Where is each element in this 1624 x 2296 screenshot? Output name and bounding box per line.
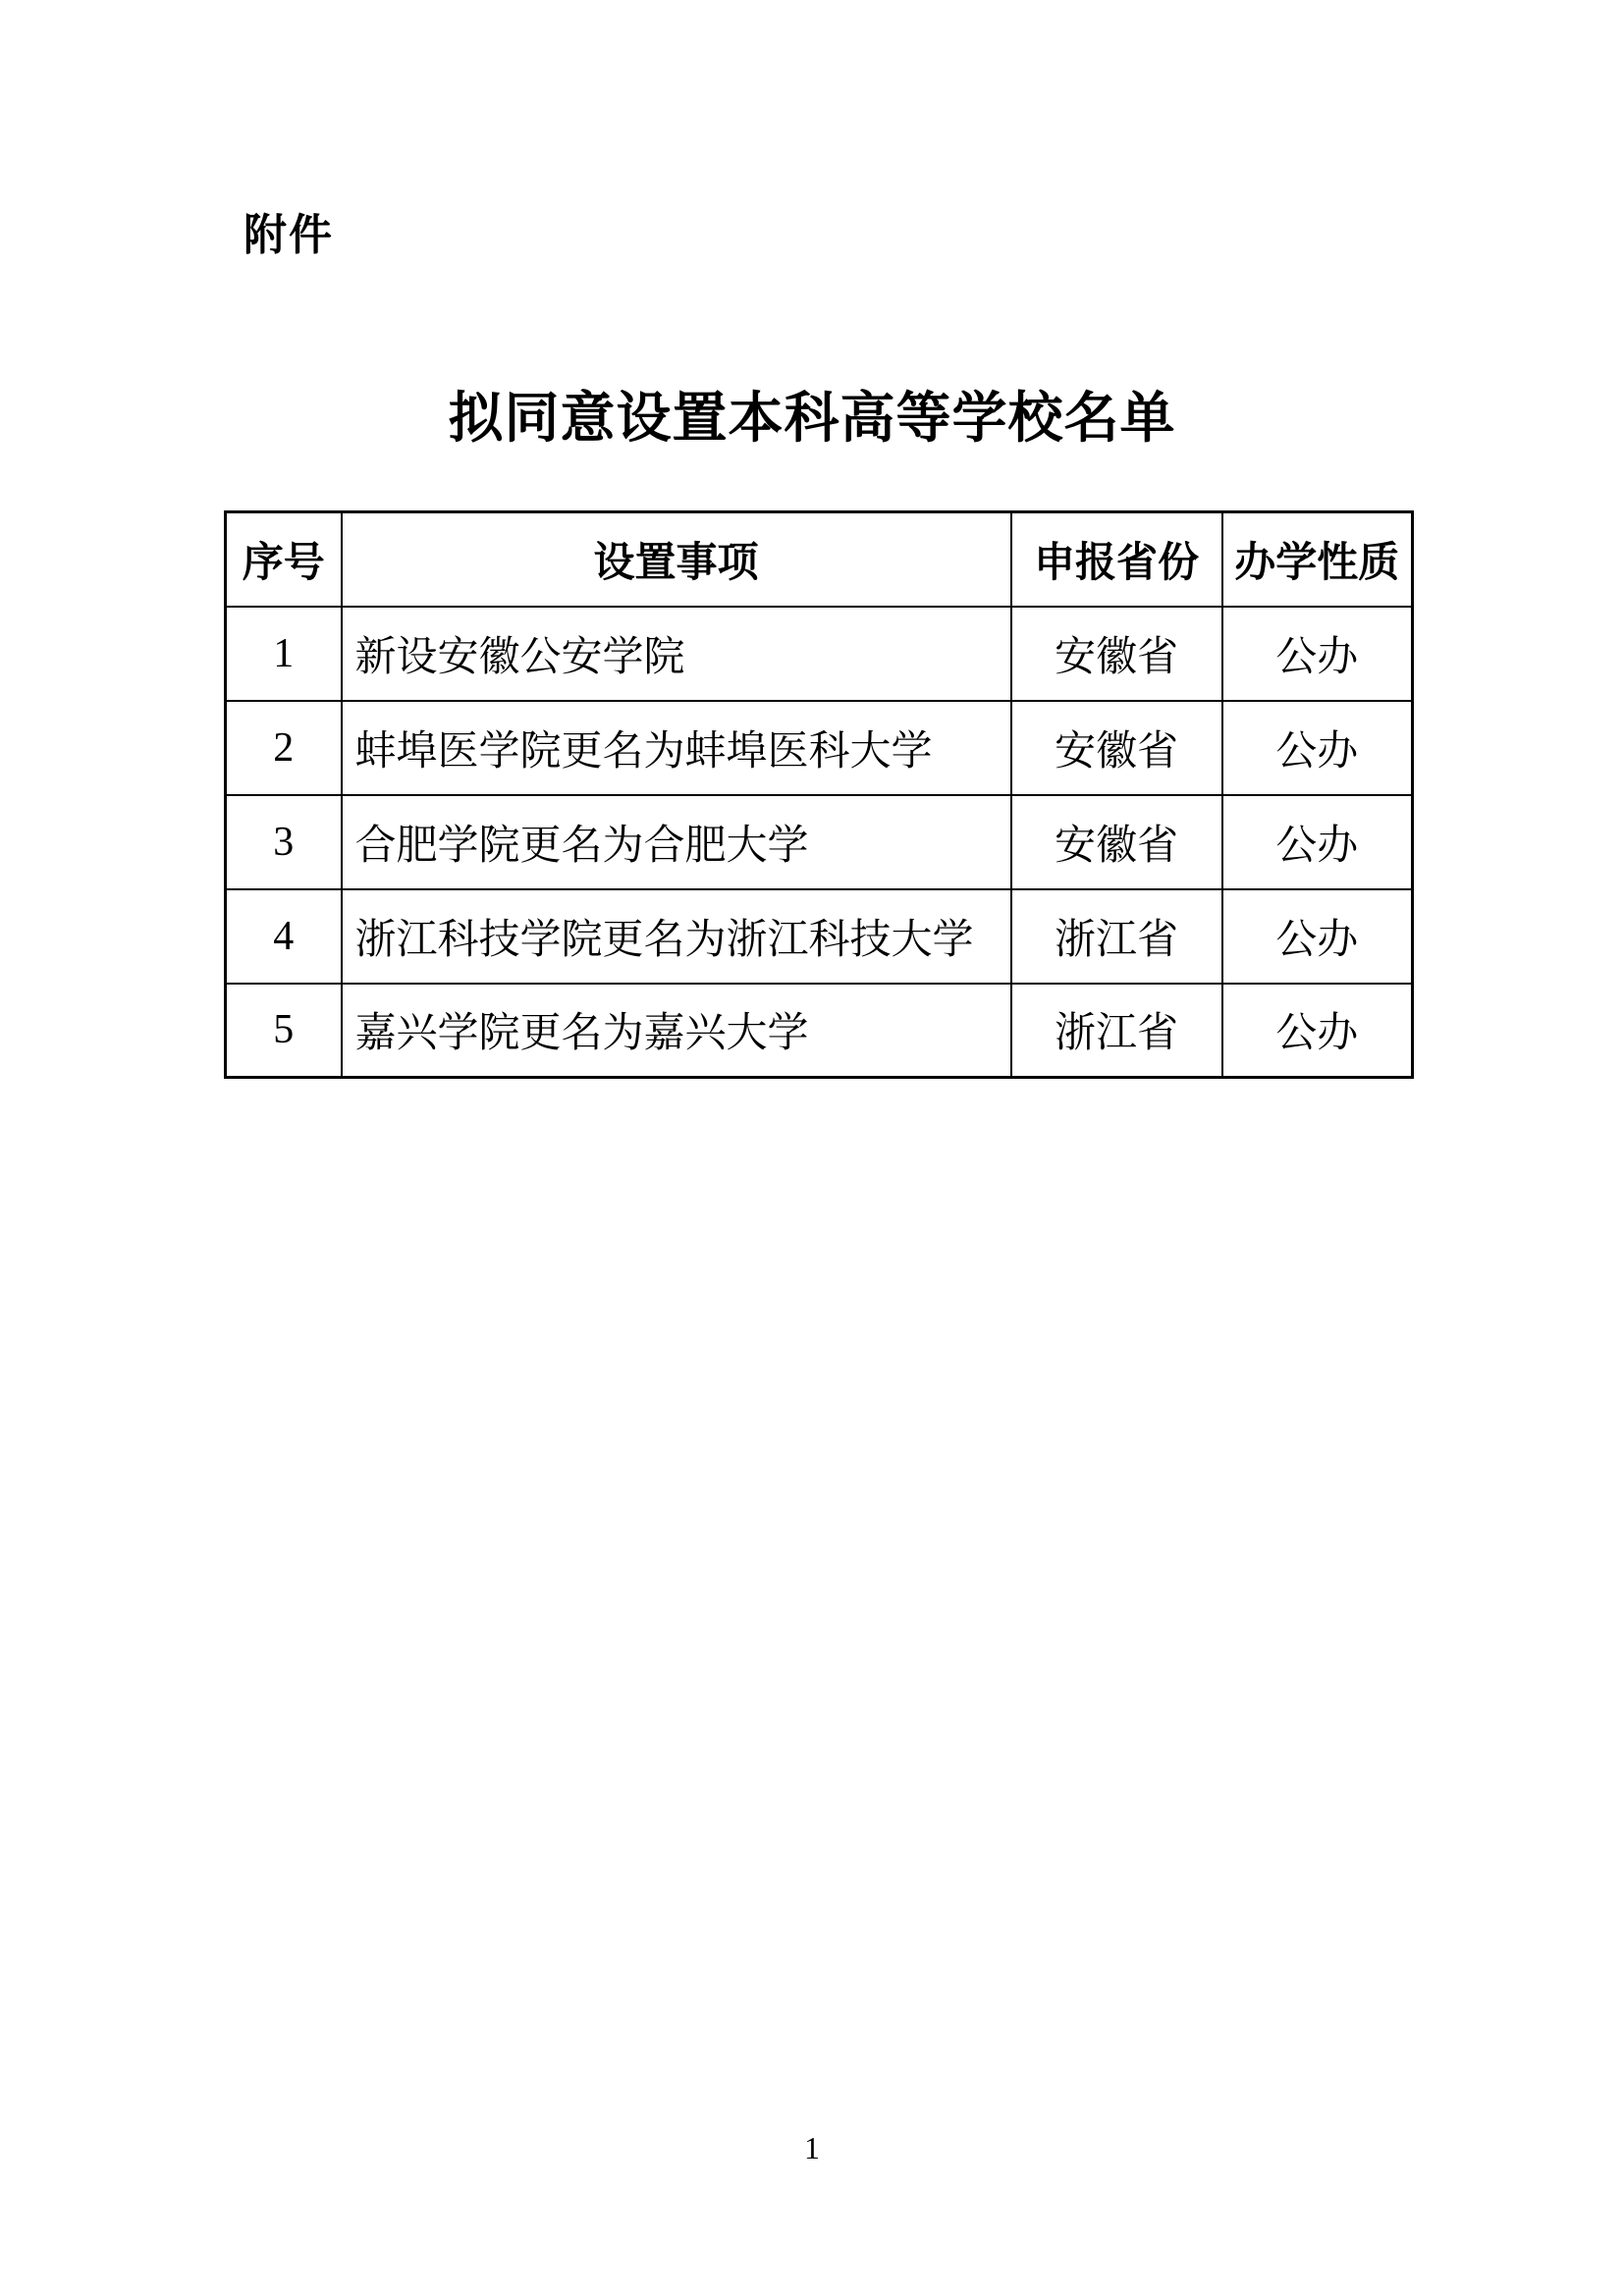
universities-table bbox=[224, 510, 1414, 1079]
row-nature: 公办 bbox=[1222, 984, 1413, 1078]
row-no: 5 bbox=[226, 984, 342, 1078]
header-cell-nature: 办学性质 bbox=[1222, 512, 1413, 607]
header-cell-no: 序号 bbox=[226, 512, 342, 607]
header-cell-province: 申报省份 bbox=[1011, 512, 1222, 607]
row-province: 安徽省 bbox=[1011, 607, 1222, 701]
row-nature: 公办 bbox=[1222, 607, 1413, 701]
row-no: 1 bbox=[226, 607, 342, 701]
row-nature: 公办 bbox=[1222, 701, 1413, 795]
row-no: 3 bbox=[226, 795, 342, 889]
attachment-label: 附件 bbox=[244, 211, 334, 259]
table-row bbox=[226, 607, 1413, 701]
row-province: 安徽省 bbox=[1011, 701, 1222, 795]
row-province: 安徽省 bbox=[1011, 795, 1222, 889]
row-item: 合肥学院更名为合肥大学 bbox=[342, 795, 1011, 889]
header-cell-item: 设置事项 bbox=[342, 512, 1011, 607]
row-province: 浙江省 bbox=[1011, 984, 1222, 1078]
page-title: 拟同意设置本科高等学校名单 bbox=[448, 387, 1176, 449]
table-row bbox=[226, 795, 1413, 889]
row-nature: 公办 bbox=[1222, 889, 1413, 984]
table-row bbox=[226, 984, 1413, 1078]
table-row bbox=[226, 889, 1413, 984]
row-no: 2 bbox=[226, 701, 342, 795]
table-body bbox=[226, 607, 1413, 1078]
row-province: 浙江省 bbox=[1011, 889, 1222, 984]
page-number: 1 bbox=[804, 2130, 820, 2165]
row-item: 浙江科技学院更名为浙江科技大学 bbox=[342, 889, 1011, 984]
row-item: 新设安徽公安学院 bbox=[342, 607, 1011, 701]
table-header-row bbox=[226, 512, 1413, 607]
row-nature: 公办 bbox=[1222, 795, 1413, 889]
row-item: 嘉兴学院更名为嘉兴大学 bbox=[342, 984, 1011, 1078]
row-no: 4 bbox=[226, 889, 342, 984]
table-row bbox=[226, 701, 1413, 795]
row-item: 蚌埠医学院更名为蚌埠医科大学 bbox=[342, 701, 1011, 795]
